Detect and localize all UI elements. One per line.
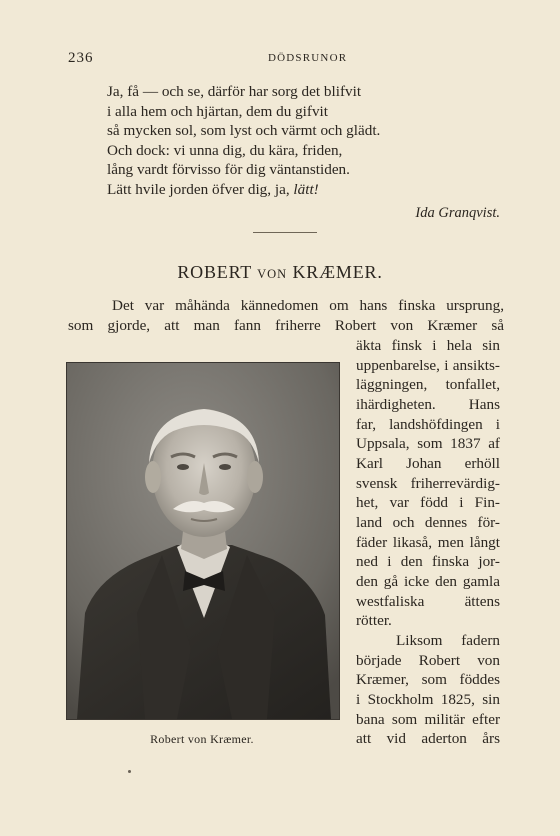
title-first: ROBERT: [177, 262, 252, 282]
column-line: far, landshöfdingen i: [356, 416, 500, 433]
article-title: [0, 262, 560, 283]
column-line: ned i den finska jor-: [356, 553, 500, 570]
poem-line: i alla hem och hjärtan, dem du gifvit: [107, 102, 328, 120]
photo-caption: Robert von Kræmer.: [150, 732, 254, 746]
poem-line: lång vardt förvisso för dig väntanstiden.: [107, 161, 350, 179]
column-line: Liksom fadern: [396, 632, 500, 649]
column-line: fäder likaså, men långt: [356, 534, 500, 551]
column-line: ihärdigheten. Hans: [356, 396, 500, 413]
column-line: äkta finsk i hela sin: [356, 337, 500, 354]
column-line: land och dennes för-: [356, 514, 500, 531]
title-von: VON: [257, 267, 288, 281]
running-head: DÖDSRUNOR: [268, 52, 348, 64]
column-line: Karl Johan erhöll: [356, 455, 500, 472]
column-line: den gå icke den gamla: [356, 573, 500, 590]
page-number: 236: [68, 50, 94, 66]
column-line: rötter.: [356, 612, 392, 629]
column-line: i Stockholm 1825, sin: [356, 691, 500, 708]
poem-last-line-text: Lätt hvile jorden öfver dig, ja,: [107, 180, 290, 198]
column-line: uppenbarelse, i ansikts-: [356, 357, 500, 374]
poem-line: Ja, få — och se, därför har sorg det blifvit: [107, 83, 362, 100]
column-line: att vid aderton års: [356, 730, 500, 747]
column-line: bana som militär efter: [356, 711, 500, 728]
body-line: som gjorde, att man fann friherre Robert von Kræmer så: [68, 317, 504, 334]
column-line: började Robert von: [356, 652, 500, 669]
column-line: Kræmer, som föddes: [356, 671, 500, 688]
poem-last-line: [107, 180, 507, 200]
section-divider: [253, 232, 317, 233]
column-line: westfaliska ättens: [356, 593, 500, 610]
poem-signature: Ida Granqvist.: [415, 205, 500, 221]
poem-line: så mycken sol, som lyst och värmt och glädt.: [107, 122, 381, 140]
column-line: svensk friherrevärdig-: [356, 475, 500, 492]
portrait-photo: [66, 362, 340, 720]
column-line: läggningen, tonfallet,: [356, 376, 500, 393]
body-line: Det var måhända kännedomen om hans finska ursprung,: [112, 297, 504, 314]
portrait-illustration: [67, 363, 339, 719]
print-speck: [128, 770, 131, 773]
poem: [107, 82, 507, 200]
poem-emphasis: lätt!: [293, 180, 319, 198]
title-surname: KRÆMER.: [292, 262, 383, 282]
poem-line: Och dock: vi unna dig, du kära, friden,: [107, 141, 343, 159]
column-line: Uppsala, som 1837 af: [356, 435, 500, 452]
column-line: het, var född i Fin-: [356, 494, 500, 511]
